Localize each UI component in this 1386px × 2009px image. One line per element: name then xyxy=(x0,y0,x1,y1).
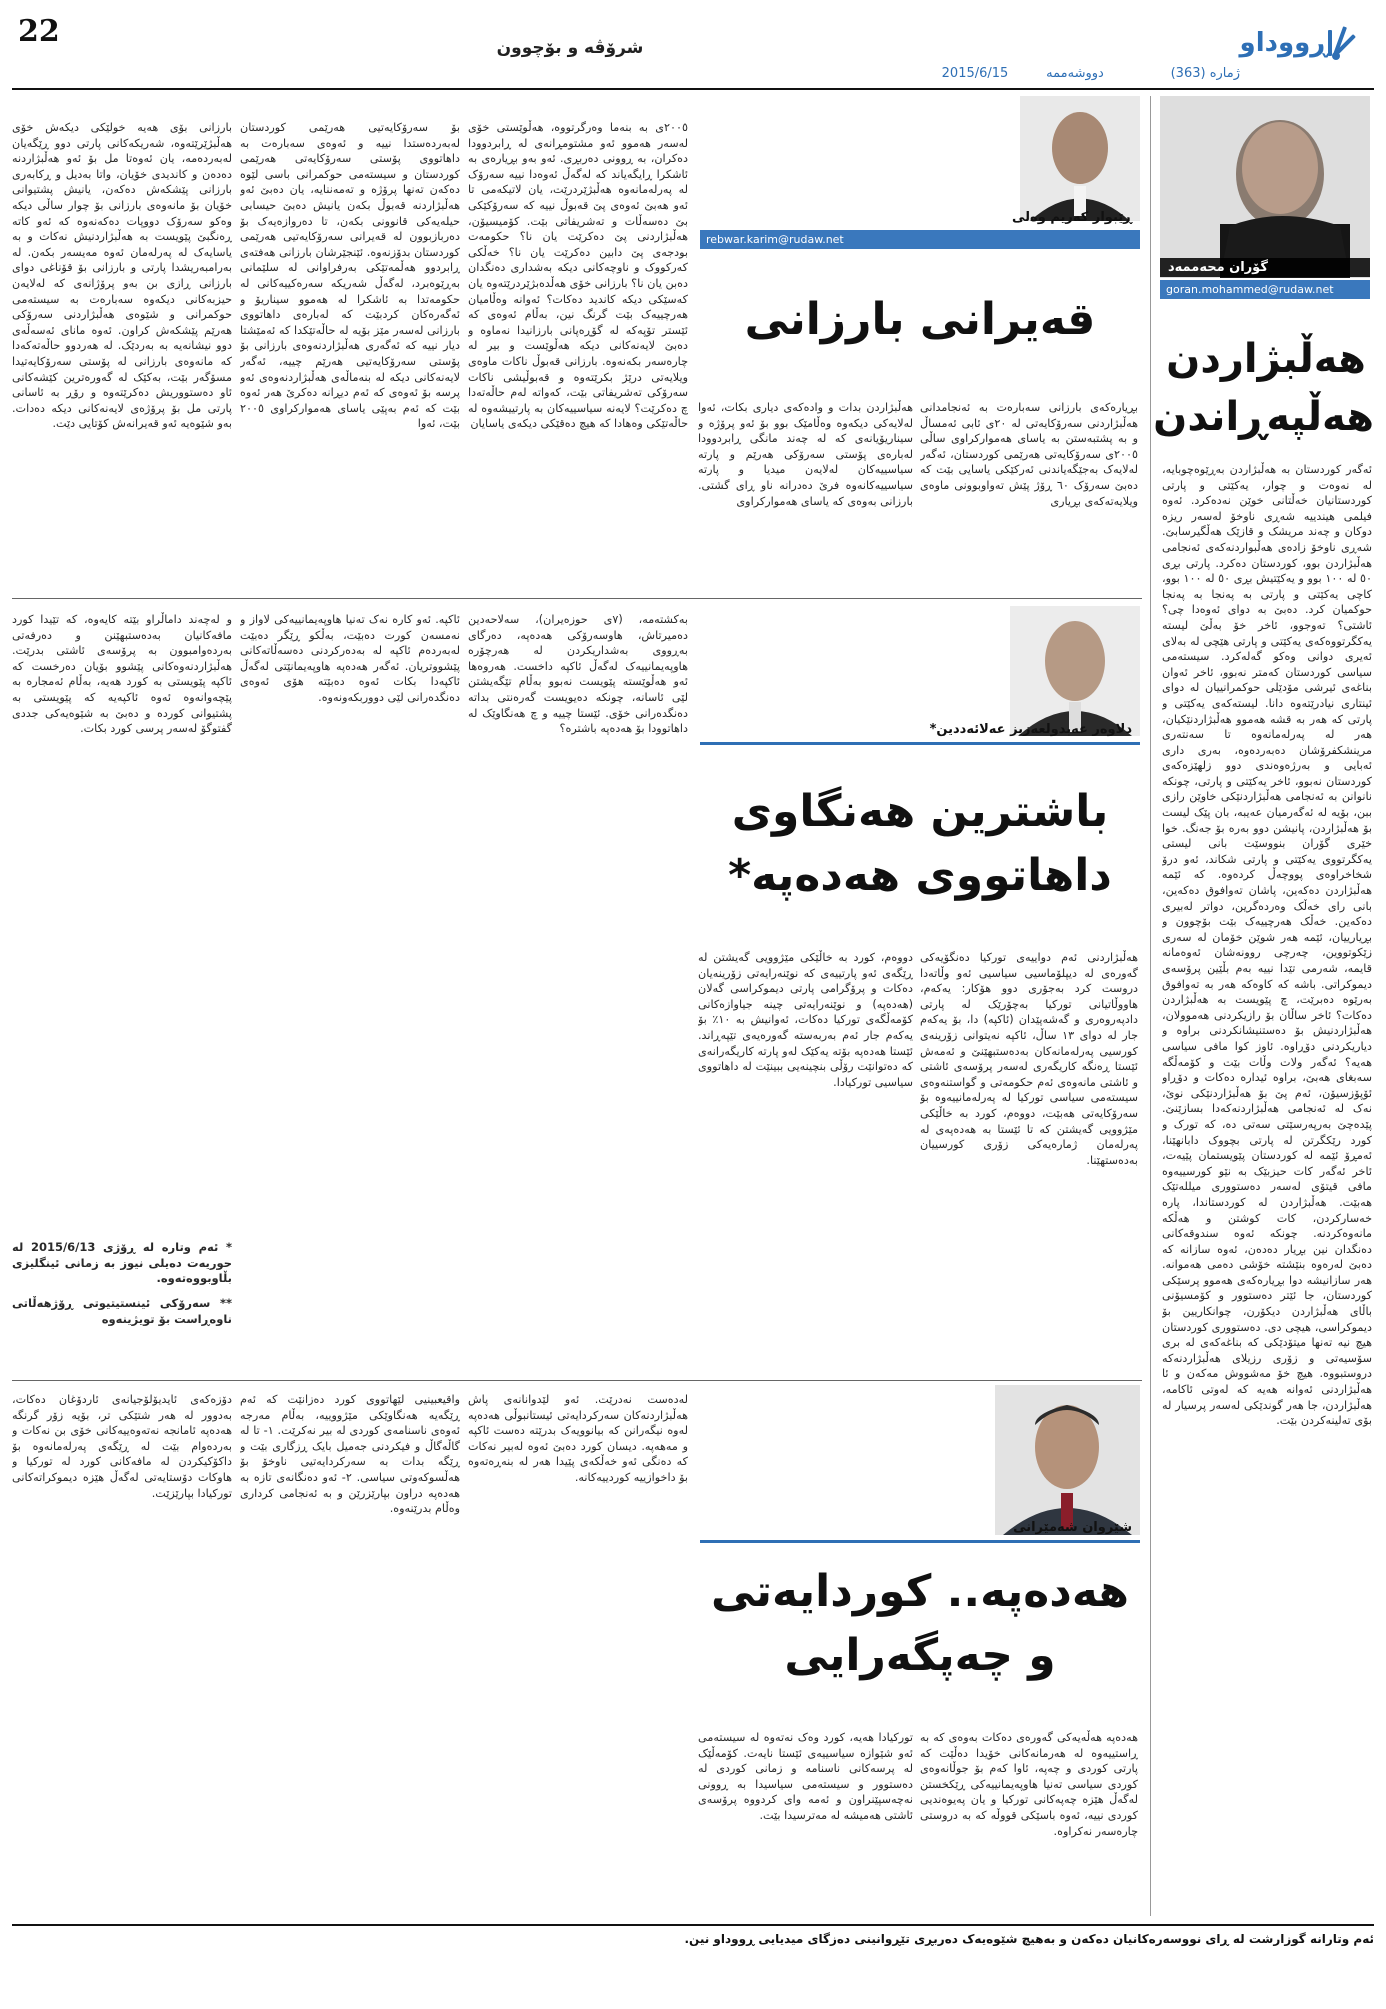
left-column-divider xyxy=(1150,96,1151,1916)
logo xyxy=(1239,20,1368,68)
headline-line-1: هەدەپە.. کوردایەتی xyxy=(710,1566,1130,1617)
author-email-rebwar[interactable]: rebwar.karim@rudaw.net xyxy=(700,230,1140,249)
article-bottom-col-4: واقیعبینیی لێهاتووی کورد دەزانێت کە ئەم ڕێگەیە هەنگاوێکی مێژووییە، بەڵام مەرجە ئەوەی ناسنامەی کوردی لە بیر نەکرێت. ١- تا لە گاڵەگاڵ و فیکردنی جەمیل بایک ڕزگاری بێت و ڕێگە بدات بە سەرکردایەتیی ناوخۆ بۆ هەڵسوکەوتی سیاسی. ٢- ئەو دەنگانەی تازە بە هەدەپە دراون بپارێزرێن و بە ئەنجامی کرداری وەڵام بدرێنەوە. xyxy=(240,1393,460,1516)
portrait-icon xyxy=(995,1385,1140,1535)
headline-line-1: هەڵبژاردن xyxy=(1166,336,1366,382)
headline-elections xyxy=(1153,330,1374,446)
article-top-col-3: ٢٠٠٥ی بە بنەما وەرگرتووە، هەڵوێستی خۆی لەسەر هەموو ئەو مشتومڕانەی لە ڕابردوودا دەکران، بە ڕوونی دەربڕی. ئەو بەو بڕیارەی بە ئاشکرا ڕایگەیاند کە لەگەڵ ئەوەدا نییە سەرۆک لە پەرلەمانەوە هەڵبژێردرێت، یان لاتیکەمی تا ئەو هەبێ ئەوەی پێ قەبوڵ نییە کە سەرۆکێکی بێ دەسەڵات و تەشریفاتی بێت. کۆمیسیۆن، هەڵبژاردنی پێ دەکرێت یان نا؟ حکومەت بودجەی پێ دابین دەکرێت یان نا؟ خەڵکی کەرکووک و ناوچەکانی دیکە بەشداری دەنگدان دەبن یان نا؟ بارزانی خۆی هەڵدەبژێردرێتەوە یان کەسێکی دیکە کاندید دەکات؟ ئەوانە وەڵامیان هەرچییەک بێت گرنگ نین، بەڵام ئەوەی کە ئێستر تۆپەکە لە گۆڕەپانی بارزانیدا نەماوە و دەبێ لایەنەکانی دیکە هەڵوێست و بیر لە چارەسەر بکەنەوە. بارزانی قەبوڵ ناکات ماوەی ویلایەتی درێژ بکرێتەوە و قەبوڵیشی ناکات سەرۆکی تەشریفاتی بێت، کەواتە لەم حاڵەتەدا چ دەکرێت؟ لایەنە سیاسییەکان بە پارتییشەوە لە حاڵەتێکی وەهادا کە هیچ دەقێکی دیکەی یاسایان xyxy=(468,121,688,431)
author-name-dilawer: دلاوەر عەبدولعەزیز عەلائەددین* xyxy=(929,722,1132,737)
headline-line-2: داهاتووی هەدەپە* xyxy=(728,850,1112,901)
article-bottom-col-2: تورکیادا هەیە، کورد وەک نەتەوە لە سیستەمی ئەو شێوازە سیاسییەی ئێستا نایەت. کۆمەڵێک لە پرسەکانی ناسنامە و زمانی کوردی لە دەستوور و سیستەمی سیاسیدا بە ڕوونی نەچەسپێنراون و ئەمە وای کردووە پرۆسەی ئاشتی هەمیشە لە مەترسیدا بێت. xyxy=(698,1731,913,1822)
headline-barzani-crisis: قەیرانی بارزانی xyxy=(744,294,1096,345)
author-photo-shirwan xyxy=(995,1385,1140,1535)
author-name-rebwar: ڕێبوار کەریم وەلی xyxy=(1012,210,1132,225)
weekday: دووشەممە xyxy=(1046,66,1104,81)
page-number: 22 xyxy=(18,14,60,49)
section-title: شرۆڤە و بۆچوون xyxy=(496,38,644,58)
author-underline-shirwan xyxy=(700,1540,1140,1543)
article-top-col-2: هەڵبژاردن بدات و وادەکەی دیاری بکات، ئەوا لەلایەکی دیکەوە وەڵامێک بوو بۆ ئەو پرۆژە و سیناریۆیانەی کە لە چەند مانگی ڕابردوودا لەبارەی پۆستی سەرۆکی هەرێم و پارتە سیاسییەکان لەلایەن میدیا و پارتە سیاسییەکانەوە فرێ دەدرانە ناو ڕای گشتی. بارزانی بەوەی کە یاسای هەموارکراوی xyxy=(698,401,913,508)
headline-line-2: و چەپگەرایی xyxy=(784,1630,1056,1681)
author-name-shirwan: شێروان شەمێرانی xyxy=(1013,1520,1132,1535)
author-photo-goran xyxy=(1160,96,1370,278)
article-bottom-col-3: لەدەست نەدرێت. ئەو لێدوانانەی پاش هەڵبژاردنەکان سەرکردایەتی ئیستانبوڵی هەدەپە لەوە نیگەرانن کە بیانوویەک بدرێتە دەست ئاکپە و مەهەپە. دیسان کورد دەبێ ئەوە لەبیر نەکات کە دەنگی ئەو خەڵکەی پێیدا هەر لە بنەڕەتەوە بۆ داخوازییە کوردییەکانە. xyxy=(468,1393,688,1484)
article-divider-1 xyxy=(12,598,1142,599)
article-top-col-1: بڕیارەکەی بارزانی سەبارەت بە ئەنجامدانی هەڵبژاردنی سەرۆکایەتی لە ٢٠ی ئابی ئەمساڵ و بە پشتبەستن بە یاسای هەموارکراوی ساڵی ٢٠٠٥ی سەرۆکایەتی هەرێمی کوردستان، ئەگەر لەلایەک بەجێگەیاندنی ئەرکێکی یاسایی بێت کە دەبێ سەرۆک ٦٠ ڕۆژ پێش تەواوبوونی ماوەی ویلایەتەکەی بڕیاری xyxy=(920,401,1138,508)
author-photo-dilawer xyxy=(1010,606,1140,736)
footer-divider xyxy=(12,1924,1374,1926)
author-name-goran: گۆران محەممەد xyxy=(1160,258,1370,277)
headline-hdp-best-step xyxy=(700,780,1140,908)
portrait-icon xyxy=(1010,606,1140,736)
article-bottom-col-1: هەدەپە هەڵەیەکی گەورەی دەکات بەوەی کە بە ڕاستییەوە لە هەرمانەکانی خۆیدا دەڵێت کە پارتی کوردی و چەپە، ئاوا کەم بۆ جوڵانەوەی کوردی سیاسی تەنیا هاوپەیمانییەکی ڕێکخستن لەگەڵ هێزە چەپەکانی تورکیا و یان پەیوەندیی کوردی نییە، ئەوە باسێکی قووڵە کە بە دروستی چارەسەر نەکراوە. xyxy=(920,1731,1138,1838)
article-body-goran: ئەگەر کوردستان بە هەڵبژاردن بەڕێوەچوبایە، لە نەوەت و چوار، یەکێتی و پارتی کوردستانیان خەڵتانی خوێن نەدەکرد. ئەوە فیلمی هیندییە شەڕی ناوخۆ لەسەر ریزە دوکان و چەند مریشک و قازێک هەڵگیرسابێ. شەڕی ناوخۆ زادەی هەڵبواردنەکەی ئەنجامی هەڵبژاردن بوو، کوردستان دەکرد. پارتی بڕی ٥٠ لە ١٠٠ بوو و یەکێتیش بڕی ٥٠ لە ١٠٠ بوو، کاچی یەکێتی و پارتی بە پەنجا بە پەنجا حوکمیان کرد. دەبێ بە دوای ئەوەدا چی؟ ئاشتی؟ تەوجوو، ئاخر خۆ بەڵێ لیستە یەکگرتووەکەی یەکێتی و پارتی هێچی لە بەلای ئەیری دوانی وەکو گەلەکرد. سیستەمی سیاسی کوردستان کەمتر نەبوو، ئاخر ئەوان بناغەی ئیرشی مۆدێلی حوکمرانییان لە دوای ئینتاری نیادرێتەوە دانا. لیستەکەی یەکێتی و پارتی کە هەر بە قشە هەموو هەڵبژاردنێکیان، هەر لە پەرلەمانەوە تا سەنتەری مرینشکفرۆشان دەبەردەوە، بەری داری ئەبایی و بەرژەوەندی دوو زلهێزەکەی کوردستان نەبوو، ئاخر یەکێتی و پارتی، چونکە نانوانن بە ئەنجامی هەڵبژاردنێکی خاوێن رازی ببن، بۆیە لە ئەگەرمیان عەیبە، بان پێک لیست بۆ هەڵبژاردن، پانیشن دوو بەرە بۆ جەنگ. خوا خێری گۆران بنووسێت بانی لیستی یەکگرتووی یەکێتی و پارتی شکاند، ئەو درۆ شخاخراوەی پووچەڵ کردەوە. کە ئێمە هەڵبژاردن دەکەین، پاشان تەوافوق دەکەین، بانی رای خەڵک وەردەگرین، دواتر لەبیری دەکەین. خەڵک هەرچییەک بێت بۆچوون و بڕیارییان، ئێمە هەر شوێن خۆمان لە سەری زێکوتووین، چەرچی روونەشان ئەوەمانە قایمە، شەرمی تێدا نییە بەم بڵێین پرۆسەی دیموکراتی. باشە کە کاوەکە هەر بە تەوافوق بەرێوە دەبرێت، چ پێویست بە هەڵبژاردن دەکات؟ ئاخر ساڵان بۆ رازیکردنی هەموولان، هەڵبژاردنیش بۆ دەستنیشانکردنی براوە و دیاریکردنی دۆڕاوە. ئاوز کوا مافی سیاسی هەیە؟ ئەگەر ولات وڵات بێت و کۆمەڵگە سەبغای هەبێ، براوە ئیدارە دەکات و دۆڕاو ئۆپۆزسیۆن، ئەم پێ بۆ هەڵبژاردنێکی نوێ، نەک لە ئەنجامی هەڵبژاردنەکەدا بسازێنێ. پێدەچێ بەرپەرسێتی سەتی دە، کە تورک و کورد رێکگرتن لە پارتی بچووک دابانهێنا، ئەمڕۆ ئێمە لە کوردستان پێویستمان پێیەت، ئاخر ئەگەر کات حیزبێک بە نێو کورسییەوە مافی قیتۆی لەسەر دەستووری میللەتێک هەبێت. هەڵبژاردن لە کوردستاندا، پارە خەسارکردن، کات کوشتن و هەڵکە مانەوەکردنە. چونکە ئەوە سندوقەکانی دەنگدان نین بڕیار دەدەن، ئەوە سازانە کە دەبێ لەرەوە بنێشتە خۆشی دەمی هەموانە. هەر سازانیشە دوا بڕیارەکەی هەموو پرسێکی کوردستان، جا ئێتر دەستوور و کۆمسیۆنی باڵای هەڵبژاردن دیکۆرن، چوانکاریین بۆ دیموکراسی، هیچی دی. دەستووری کوردستان هیچ نیە تەنها میتۆدێکی کە بناغەکەی لە بری سۆسیەتی و زۆری رزیلای هەڵبژاردنەکە دروستبووە. هیچ خۆ مەشووش مەکەن و ئا هەڵبژاردنی ئەوانە هەیە کە لەوتی ئاکامە، هەڵبژاردن، جا هەر گوندێکی لەسەر پرسیار لە بۆی تەلینەکردن بێت. xyxy=(1162,463,1372,1428)
footer-disclaimer: ئەم وتارانە گوزارشت لە ڕای نووسەرەکانیان دەکەن و بەهیچ شێوەیەک دەربڕی تێڕوانینی دەزگای میدیایی ڕووداو نین. xyxy=(684,1932,1374,1946)
issue-number: ژمارە (363) xyxy=(1170,66,1240,81)
author-email-goran[interactable]: goran.mohammed@rudaw.net xyxy=(1160,280,1370,299)
header-divider xyxy=(12,88,1374,90)
headline-line-1: باشترین هەنگاوی xyxy=(731,786,1109,837)
article-top-col-5: بارزانی بۆی هەیە خولێکی دیکەش خۆی هەڵبژێرێتەوە، شەریکەکانی پارتی دوو ڕێگەیان لەبەردەمە، یان ئەوەتا مل بۆ ئەو هەڵبژاردنە دەدەن و کاندیدی خۆیان، واتا بەدیل و ڕکابەری بارزانی پێشکەش دەکەن، یانیش پشتیوانی خۆیان بۆ مانەوەی بارزانی بۆ چوار ساڵی دیکە وەکو سەرۆک دووپات دەکەنەوە کە ئەو کاتە ڕەنگبێ پێویست بە هەڵبژاردنیش نەکات و بە یاسایەک لە پەرلەمان ئەوە مەیسەر بکەن. لە بەرامبەریشدا پارتی و بارزانی بۆ قۆناغی دوای بارزانی ڕازی بن بەو پرۆژانەی کە لەلایەن حیزبەکانی دیکەوە سەبارەت بە سیستەمی حوکمرانی و شێوەی هەڵبژاردنی سەرۆکی هەرێم پێشکەش کراون. ئەوە مانای ئەسەڵەی دوو نیشانەیە بە بەردێک. لە هەردوو حاڵەتەکەدا کە مانەوەی بارزانی لە پۆستی سەرۆکایەتیدا مسۆگەر بێت، بەکێک لە گەورەترین کێشەکانی ئاو دەستووریش دەکرێتەوە و رۆڕ بە ئاسانی پارتی مل بۆ پرۆژەی لایەنەکانی دیکە دەدات. بەو شێوەیە ئەو قەیرانەش کۆتایی دێت. xyxy=(12,121,232,431)
portrait-icon xyxy=(1020,96,1140,221)
issue-date: 2015/6/15 xyxy=(941,66,1009,81)
logo-text: ڕووداو xyxy=(1239,28,1328,58)
article-mid-col-5: و لەچەند داماڵراو بێتە کایەوە، کە تێیدا کورد مافەکانیان بەدەستبهێنن و دەرفەتی بەردەوامبوون بە پرۆسەی ئاشتی بدرێت. هەڵبژاردنەوەکانی پێشوو بۆیان دەرخست کە ئاکپە پێویستی بە کورد هەیە، بەڵام ئەمجارە بە پێچەوانەوە ئەوە ئاکپەیە کە پێویستی بە پشتیوانی کوردە و دەبێ بە شێوەیەکی جددی گفتوگۆ لەسەر پرسی کورد بکات. xyxy=(12,613,232,736)
article-top-col-4: بۆ سەرۆکایەتیی هەرێمی کوردستان لەبەردەستدا نییە و ئەوەی سەبارەت بە داهاتووی پۆستی سەرۆکایەتی هەرێمی کوردستان و سیستەمی حوکمرانی باسی لێوە دەکەن تەنها پرۆژە و تەمەننایە، یان دەبێ ئەو هەڵبژاردنە قەبوڵ بکەن یانیش دەبێ حیسابی حیلەیەکی قانوونی بکەن، تا دەروازەیەک بۆ دەربازبوون لە قەیرانی سەرۆکایەتیی هەرێمی کوردستان بدۆزنەوە. ئێنجێرشان بارزانی هەفتەی ڕابردوو هەڵمەتێکی بەرفراوانی لە سلێمانی بەڕێوەبرد، لەگەڵ شەریکە سەرەکییەکانی لە حکومەتدا بە ئاشکرا لە هەموو سیناریۆ و ئەگەرەکان کردبێت کە لەبارەی داهاتووی بارزانی لەسەر مێز بۆیە لە حاڵەتێکدا کە ئەمێشتا دیار نییە کە ئەگەری هەڵبژاردنەوەی بارزانی بۆ پۆستی سەرۆکایەتیی هەرێم چییە، ئەگەر لایەنەکانی دیکە لە بنەماڵەی هەڵبژاردنەوەی ئەو پرسە بۆ ئەوەی کە ئەم دیڕانە دەکرێ هەر ئەوە بێت کە ئەم بەپێی یاسای هەموارکراوی ٢٠٠٥ بێت، ئەوا xyxy=(240,121,460,431)
footnote-1: * ئەم وتارە لە ڕۆژی 2015/6/13 لە حوریەت دەیلی نیوز بە زمانی ئینگلیزی بڵاوبووەتەوە. xyxy=(12,1240,232,1286)
article-mid-col-3: بەکشتەمە، (٧ی حوزەیران)، سەلاحەدین دەمیرتاش، هاوسەرۆکی هەدەپە، دەرگای بەڕووی بەشداریکردن لە هەرچۆرە هاوپەیمانییەک لەگەڵ ئاکپە داخست. هەروەها ئەو هەڵوێستە پێویست نەبوو بەڵام تێگەیشتن لێی ئاسانە، چونکە دەیویست گەرەنتی بداتە دەنگدەرانی خۆی. ئێستا چییە و چ هەنگاوێک لە داهاتوودا بۆ هەدەپە باشترە؟ xyxy=(468,613,688,736)
article-bottom-col-5: دۆزەکەی ئایدیۆلۆجیانەی ئاردۆغان دەکات، بەدوور لە هەر شتێکی تر، بۆیە زۆر گرنگە هەدەپە ئامانجە نەتەوەییەکانی خۆی بن نەکات و بەردەوام بێت لە ڕێگەی پەرلەمانەوە بۆ داکۆکیکردن لە مافەکانی کورد لە تورکیا و هاوکات دۆستایەتی لەگەڵ هێزە دیموکراتەکانی تورکیادا بپارێزێت. xyxy=(12,1393,232,1500)
article-mid-col-2: دووەم، کورد بە خاڵێکی مێژوویی گەیشتن لە ڕێگەی ئەو پارتییەی کە نوێنەرایەتی زۆرینەیان دەکات و پرۆگرامی پارتی دیموکراسی گەلان (هەدەپە) و نوێنەرایەتی چینە جیاوازەکانی کۆمەڵگەی تورکیا دەکات، ئەوانیش بە ١٠٪ بۆ یەکەم جار ئەم بەربەستە گەورەیەی تێپەڕاند. ئێستا هەدەپە بۆتە یەکێک لەو پارتە کاریگەرانەی کە دەتوانێت رۆڵی بنچینەیی ببینێت لە داهاتووی سیاسیی تورکیادا. xyxy=(698,951,913,1089)
headline-hdp-kurdayeti xyxy=(700,1560,1140,1688)
author-underline-dilawer xyxy=(700,742,1140,745)
article-mid-col-4: ئاکپە. ئەو کارە نەک تەنیا هاوپەیمانییەکی لاواز و نەمسەن کورت دەبێت، بەڵکو ڕێگر دەبێت لەبەردەم ئاکپە لە بەدەرکردنی دەسەڵاتەکانی پێشووتریان. ئەگەر هەدەپە هاوپەیمانێتی لەگەڵ ئاکپەدا بکات ئەوە دەبێتە هۆی ئەوەی دەنگدەرانی لێی دووربکەونەوە. xyxy=(240,613,460,704)
headline-line-2: هەڵپەڕاندن xyxy=(1153,394,1374,440)
article-mid-col-1: هەڵبژاردنی ئەم دواییەی تورکیا دەنگۆیەکی گەورەی لە دیپلۆماسیی سیاسیی ئەو وڵاتەدا دروست کرد بەجۆری دوو هۆکار: یەکەم، هاووڵاتیانی تورکیا بەچۆرێک لە پارتی دادپەروەری و گەشەپێدان (ئاکپە) دا، بۆ یەکەم جار لە دوای ١٣ ساڵ، ئاکپە نەیتوانی زۆرینەی کورسیی پەرلەمانەکان بەدەستبهێنێ و ئەمەش ئێستا ڕەنگە کاریگەری لەسەر پرۆسەی ئاشتی و ئاشتی مانەوەی ئەم حکومەتی و گواستنەوەی سیستەمی سیاسی تورکیا لە پەرلەمانییەوە بۆ سەرۆکایەتی هەبێت، دووەم، کورد بە خاڵێکی مێژوویی گەیشتن کە تا ئێستا بە هەدەپەی لە پەرلەمان ژمارەیەکی زۆری کورسییان بەدەستهێنا. xyxy=(920,951,1138,1167)
article-divider-2 xyxy=(12,1380,1142,1381)
footnote-2: ** سەرۆکی ئینستیتیوتی ڕۆژهەڵاتی ناوەڕاست بۆ تویژینەوە xyxy=(12,1296,232,1326)
portrait-icon xyxy=(1160,96,1370,278)
author-photo-rebwar xyxy=(1020,96,1140,221)
